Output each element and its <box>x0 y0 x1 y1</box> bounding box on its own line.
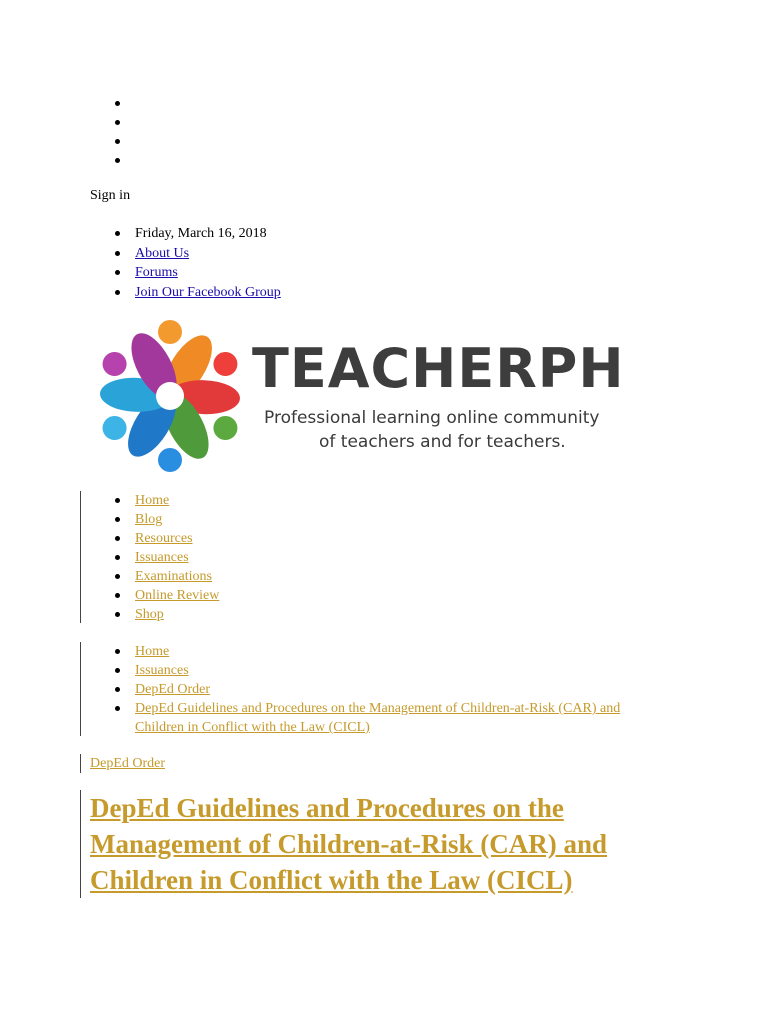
empty-social-list <box>90 94 135 170</box>
breadcrumb-item-issuances <box>90 661 665 680</box>
nav-item-examinations <box>90 567 219 586</box>
sign-in-link[interactable]: Sign in <box>90 188 131 203</box>
main-navigation <box>80 491 219 623</box>
nav-issuances-link[interactable]: Issuances <box>135 550 189 565</box>
logo-emblem-icon <box>92 318 248 474</box>
breadcrumb-current-link[interactable]: DepEd Guidelines and Procedures on the Management of Children-at-Risk (CAR) and Children in Conflict with the Law (CICL) <box>135 701 621 735</box>
nav-blog-link[interactable]: Blog <box>135 512 163 527</box>
breadcrumb-home-link[interactable]: Home <box>135 644 170 659</box>
logo-tagline-line1: Professional learning online community <box>264 408 600 428</box>
nav-resources-link[interactable]: Resources <box>135 531 193 546</box>
breadcrumb-issuances-link[interactable]: Issuances <box>135 663 189 678</box>
nav-item-blog <box>90 510 219 529</box>
top-menu-item-forums <box>90 263 281 283</box>
breadcrumb-item-current <box>90 699 665 737</box>
about-us-link[interactable]: About Us <box>135 245 190 261</box>
nav-item-issuances <box>90 548 219 567</box>
nav-item-shop <box>90 605 219 624</box>
top-menu-item-about-us <box>90 244 281 264</box>
nav-examinations-link[interactable]: Examinations <box>135 569 212 584</box>
nav-item-online-review <box>90 586 219 605</box>
top-menu-item-facebook-group <box>90 283 281 303</box>
empty-list-item <box>90 113 135 132</box>
nav-shop-link[interactable]: Shop <box>135 607 164 622</box>
nav-online-review-link[interactable]: Online Review <box>135 588 220 603</box>
breadcrumb-item-home <box>90 642 665 661</box>
nav-item-home <box>90 491 219 510</box>
nav-item-resources <box>90 529 219 548</box>
site-logo[interactable] <box>92 318 652 474</box>
nav-home-link[interactable]: Home <box>135 493 170 508</box>
logo-tagline-line2: of teachers and for teachers. <box>319 432 566 452</box>
page-title <box>80 790 690 898</box>
breadcrumb-deped-order-link[interactable]: DepEd Order <box>135 682 211 697</box>
article-category <box>80 754 165 773</box>
empty-list-item <box>90 151 135 170</box>
top-menu <box>90 224 281 302</box>
breadcrumb <box>80 642 665 736</box>
logo-brand-text: TEACHERPH <box>252 337 625 400</box>
breadcrumb-item-deped-order <box>90 680 665 699</box>
current-date: Friday, March 16, 2018 <box>90 224 281 244</box>
empty-list-item <box>90 132 135 151</box>
facebook-group-link[interactable]: Join Our Facebook Group <box>135 284 281 300</box>
forums-link[interactable]: Forums <box>135 265 178 280</box>
empty-list-item <box>90 94 135 113</box>
category-link[interactable]: DepEd Order <box>90 756 166 771</box>
article-title-link[interactable]: DepEd Guidelines and Procedures on the Management of Children-at-Risk (CAR) and Children in Conflict with the Law (CICL) <box>90 793 607 895</box>
